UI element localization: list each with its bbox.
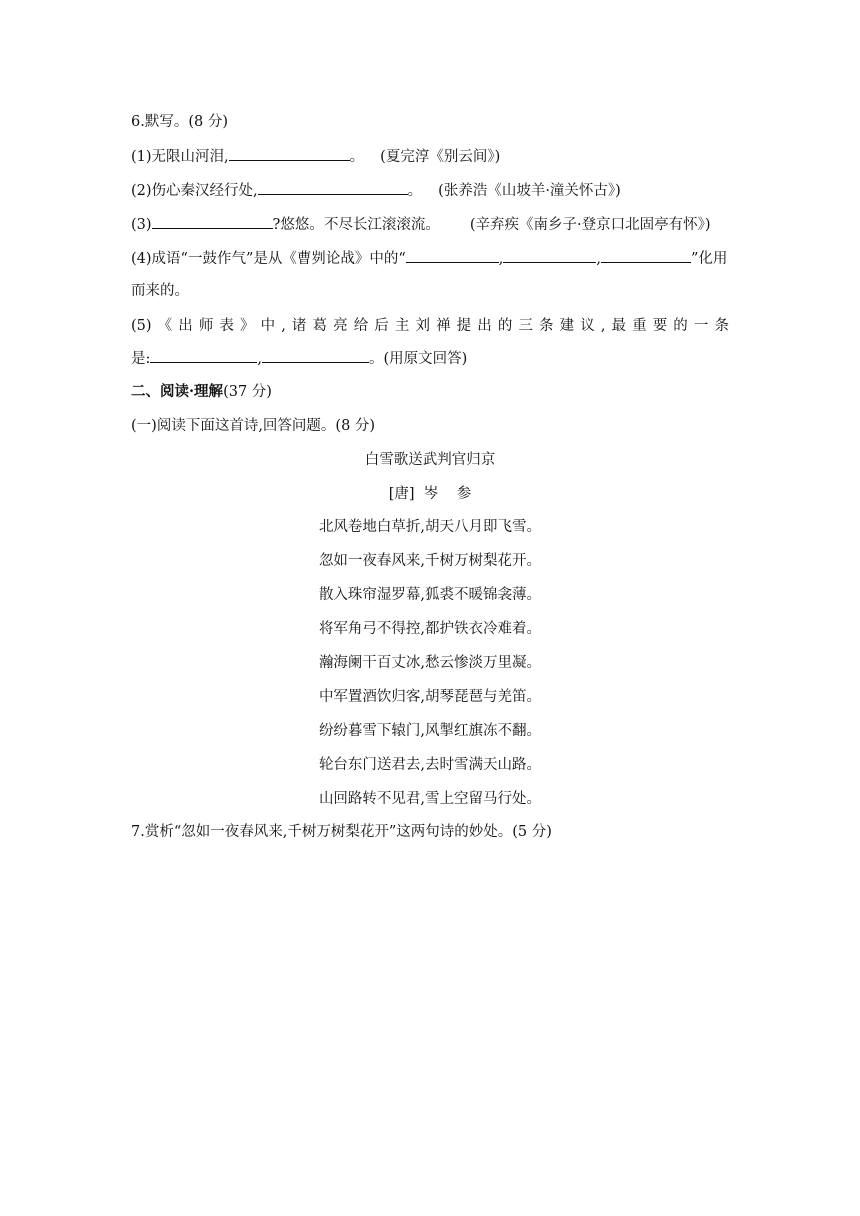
q6-item-4-comma-2: , — [596, 251, 601, 267]
section-2-score: (37 分) — [223, 384, 272, 400]
answer-blank[interactable] — [258, 180, 408, 195]
q6-item-5-char: 的 — [497, 318, 513, 334]
answer-blank[interactable] — [229, 146, 350, 161]
q6-item-5-char: 师 — [198, 318, 214, 334]
q6-item-5-char: 出 — [178, 318, 193, 334]
poem-title: 白雪歌送武判官归京 — [364, 452, 496, 468]
q6-item-5-char: , — [281, 318, 286, 334]
q6-item-1-source: (夏完淳《别云间》) — [380, 149, 501, 165]
poem-line: 瀚海阑干百丈冰,愁云惨淡万里凝。 — [318, 655, 542, 671]
q6-item-5-char: , — [600, 318, 606, 334]
q6-item-5-char: 三 — [518, 318, 533, 334]
answer-blank[interactable] — [503, 248, 596, 263]
q7-prompt: 7.赏析“忽如一夜春风来,千树万树梨花开”这两句诗的妙处。(5 分) — [131, 824, 552, 840]
q6-item-5-char: 主 — [394, 318, 410, 334]
q6-item-5-char: 条 — [539, 318, 554, 334]
q6-item-5-char: 一 — [693, 318, 709, 334]
q6-item-5-char: 禅 — [436, 318, 451, 334]
answer-blank[interactable] — [262, 348, 369, 363]
q6-item-1-prefix: (1)无限山河泪, — [131, 149, 229, 165]
poem-line: 轮台东门送君去,去时雪满天山路。 — [318, 757, 542, 773]
q6-item-5-char: 提 — [456, 318, 472, 334]
q6-item-5-char: 要 — [652, 318, 668, 334]
q6-item-5-char: 建 — [559, 318, 575, 334]
q6-item-3-source: (辛弃疾《南乡子·登京口北固亭有怀》) — [469, 217, 711, 233]
q6-item-3-suffix: ?悠悠。不尽长江滚滚流。 — [272, 217, 440, 233]
answer-blank[interactable] — [152, 214, 273, 229]
q6-item-5-prefix: 是: — [131, 351, 151, 367]
q6-item-5-char: 《 — [157, 318, 173, 334]
q6-item-5-char: 出 — [477, 318, 492, 334]
q6-item-5-char: 诸 — [291, 318, 307, 334]
poem-author: [唐] 岑 参 — [388, 486, 472, 502]
q6-item-5-line-2 — [131, 348, 467, 369]
q6-item-5-char: 》 — [240, 318, 255, 334]
q6-item-5-char: 重 — [632, 318, 647, 334]
q6-item-5-char: 表 — [219, 318, 234, 334]
answer-blank[interactable] — [150, 348, 257, 363]
q6-item-3 — [131, 214, 711, 235]
section-2-heading — [131, 382, 272, 402]
q6-item-4 — [131, 248, 727, 269]
q6-title: 6.默写。(8 分) — [131, 114, 228, 130]
q6-item-4-line-2: 而来的。 — [131, 283, 189, 299]
q6-item-2-source: (张养浩《山坡羊·潼关怀古》) — [438, 183, 621, 199]
section-2-title: 二、阅读·理解 — [131, 383, 224, 400]
q6-item-5 — [131, 316, 729, 336]
poem-line: 北风卷地白草折,胡天八月即飞雪。 — [318, 519, 542, 535]
q6-item-5-char: 最 — [611, 318, 627, 334]
q6-item-5-char: (5) — [131, 318, 152, 334]
q6-item-2-suffix: 。 — [407, 183, 423, 199]
q6-item-5-char: 的 — [673, 318, 688, 334]
q6-item-5-char: 刘 — [415, 318, 430, 334]
q6-item-1 — [131, 146, 500, 167]
q6-item-5-char: 中 — [260, 318, 276, 334]
poem-line: 散入珠帘湿罗幕,狐裘不暖锦衾薄。 — [318, 587, 542, 603]
answer-blank[interactable] — [406, 248, 499, 263]
q6-item-2-prefix: (2)伤心秦汉经行处, — [131, 183, 258, 199]
q6-item-5-char: 后 — [374, 318, 389, 334]
q6-item-1-suffix: 。 — [349, 149, 365, 165]
q6-item-5-char: 葛 — [312, 318, 327, 334]
q6-item-2 — [131, 180, 621, 201]
q6-item-5-suffix: 。(用原文回答) — [369, 351, 468, 367]
q6-item-4-suffix: ”化用 — [691, 251, 728, 267]
poem-line: 将军角弓不得控,都护铁衣冷难着。 — [318, 621, 542, 637]
poem-line: 纷纷暮雪下辕门,风掣红旗冻不翻。 — [318, 723, 542, 739]
poem-line: 忽如一夜春风来,千树万树梨花开。 — [318, 553, 542, 569]
q6-item-5-char: 议 — [580, 318, 595, 334]
q6-item-5-char: 给 — [353, 318, 369, 334]
q6-item-4-prefix: (4)成语“一鼓作气”是从《曹刿论战》中的“ — [131, 251, 406, 267]
q6-item-3-prefix: (3) — [131, 217, 152, 233]
poem-line: 中军置酒饮归客,胡琴琵琶与羌笛。 — [318, 689, 542, 705]
q6-item-5-comma: , — [257, 351, 262, 367]
q6-item-5-char: 亮 — [333, 318, 348, 334]
part-1-intro: (一)阅读下面这首诗,回答问题。(8 分) — [131, 418, 376, 434]
poem-line: 山回路转不见君,雪上空留马行处。 — [318, 791, 542, 807]
q6-item-5-char: 条 — [714, 318, 729, 334]
answer-blank[interactable] — [601, 248, 691, 263]
q6-item-4-comma-1: , — [498, 251, 504, 267]
